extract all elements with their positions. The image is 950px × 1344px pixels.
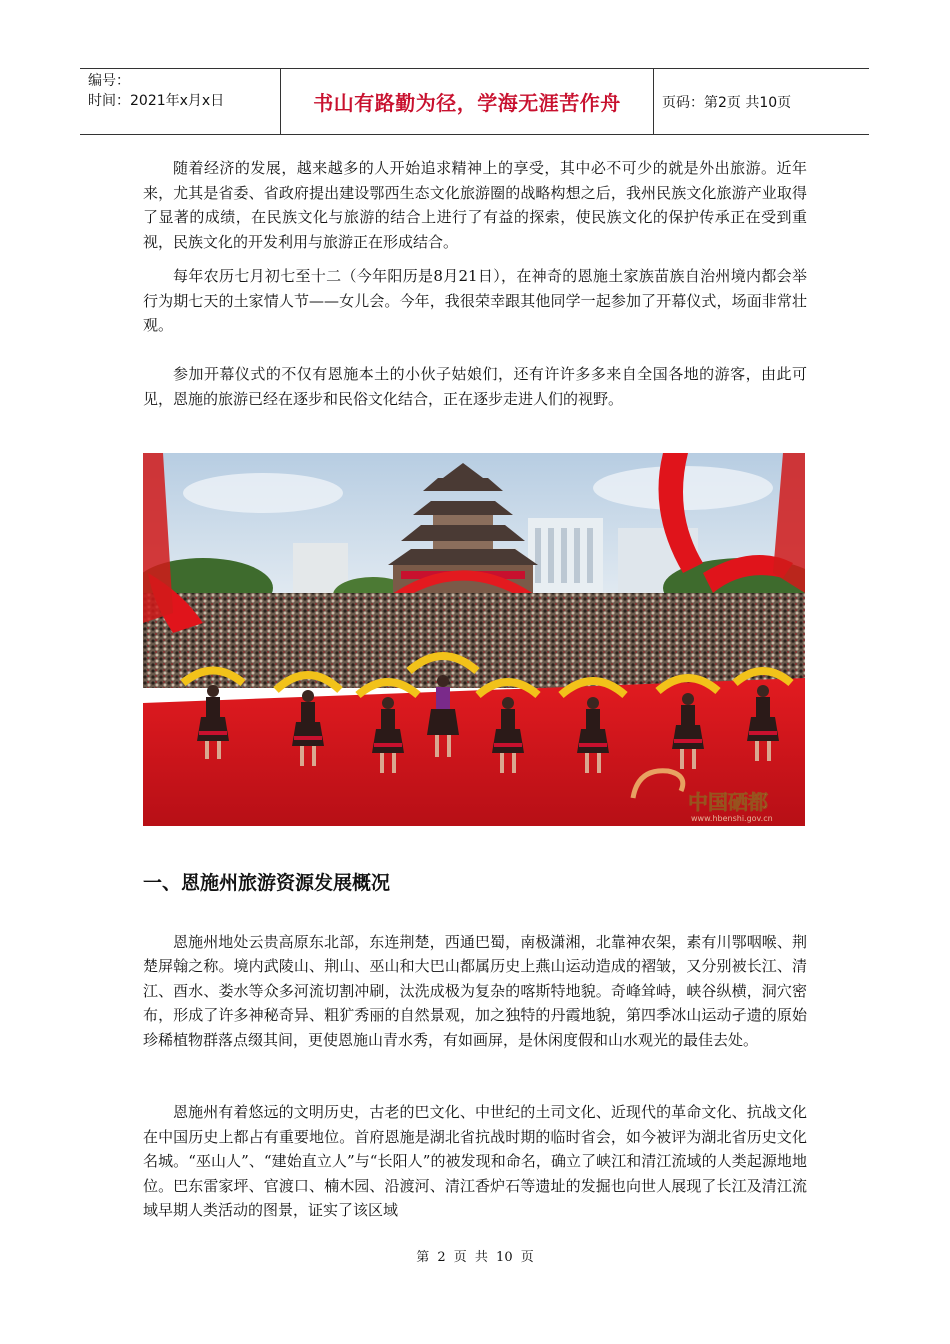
- section-heading: 一、恩施州旅游资源发展概况: [143, 872, 391, 894]
- paragraph-history: 恩施州有着悠远的文明历史，古老的巴文化、中世纪的土司文化、近现代的革命文化、抗战文化在中国历史上都占有重要地位。首府恩施是湖北省抗战时期的临时省会，如今被评为湖北省历史文化名城。“巫山人”、“建始直立人”与“长阳人”的被发现和命名，确立了峡江和清江流域的人类起源地地位。巴东雷家坪、官渡口、楠木园、沿渡河、清江香炉石等遗址的发掘也向世人展现了长江及清江流域早期人类活动的图景，证实了该区域: [143, 1103, 807, 1220]
- crowd: [143, 593, 805, 688]
- watermark-text: 中国硒都: [688, 790, 768, 814]
- header-meta: [80, 69, 280, 134]
- page-header: [80, 68, 869, 135]
- festival-photo: [143, 453, 805, 826]
- header-motto: 书山有路勤为径，学海无涯苦作舟: [280, 69, 654, 134]
- paragraph-visitors: 参加开幕仪式的不仅有恩施本土的小伙子姑娘们，还有许许多多来自全国各地的游客，由此可见，恩施的旅游已经在逐步和民俗文化结合，正在逐步走进人们的视野。: [143, 365, 807, 408]
- paragraph-festival: 每年农历七月初七至十二（今年阳历是8月21日），在神奇的恩施土家族苗族自治州境内都会举行为期七天的土家情人节——女儿会。今年，我很荣幸跟其他同学一起参加了开幕仪式，场面非常壮观。: [143, 267, 807, 335]
- header-page-info: 页码：第2页 共10页: [662, 94, 792, 111]
- document-date: 时间：2021年x月x日: [88, 93, 225, 109]
- document-number-label: 编号：: [88, 73, 130, 89]
- paragraph-geography: 恩施州地处云贵高原东北部，东连荆楚，西通巴蜀，南极潇湘，北靠神农架，素有川鄂咽喉、荆楚屏翰之称。境内武陵山、荆山、巫山和大巴山都属历史上燕山运动造成的褶皱，又分别被长江、清江、酉水、娄水等众多河流切割冲刷，汰洗成极为复杂的喀斯特地貌。奇峰耸峙，峡谷纵横，洞穴密布，形成了许多神秘奇异、粗犷秀丽的自然景观，加之独特的丹霞地貌，第四季冰山运动孑遗的原始珍稀植物群落点缀其间，更使恩施山青水秀，有如画屏，是休闲度假和山水观光的最佳去处。: [143, 933, 807, 1049]
- page-footer: 第 2 页 共 10 页: [416, 1250, 534, 1265]
- paragraph-intro: 随着经济的发展，越来越多的人开始追求精神上的享受，其中必不可少的就是外出旅游。近年来，尤其是省委、省政府提出建设鄂西生态文化旅游圈的战略构想之后，我州民族文化旅游产业取得了显著的成绩，在民族文化与旅游的结合上进行了有益的探索，使民族文化的保护传承正在受到重视，民族文化的开发利用与旅游正在形成结合。: [143, 159, 807, 251]
- watermark-url: www.hbenshi.gov.cn: [691, 814, 773, 823]
